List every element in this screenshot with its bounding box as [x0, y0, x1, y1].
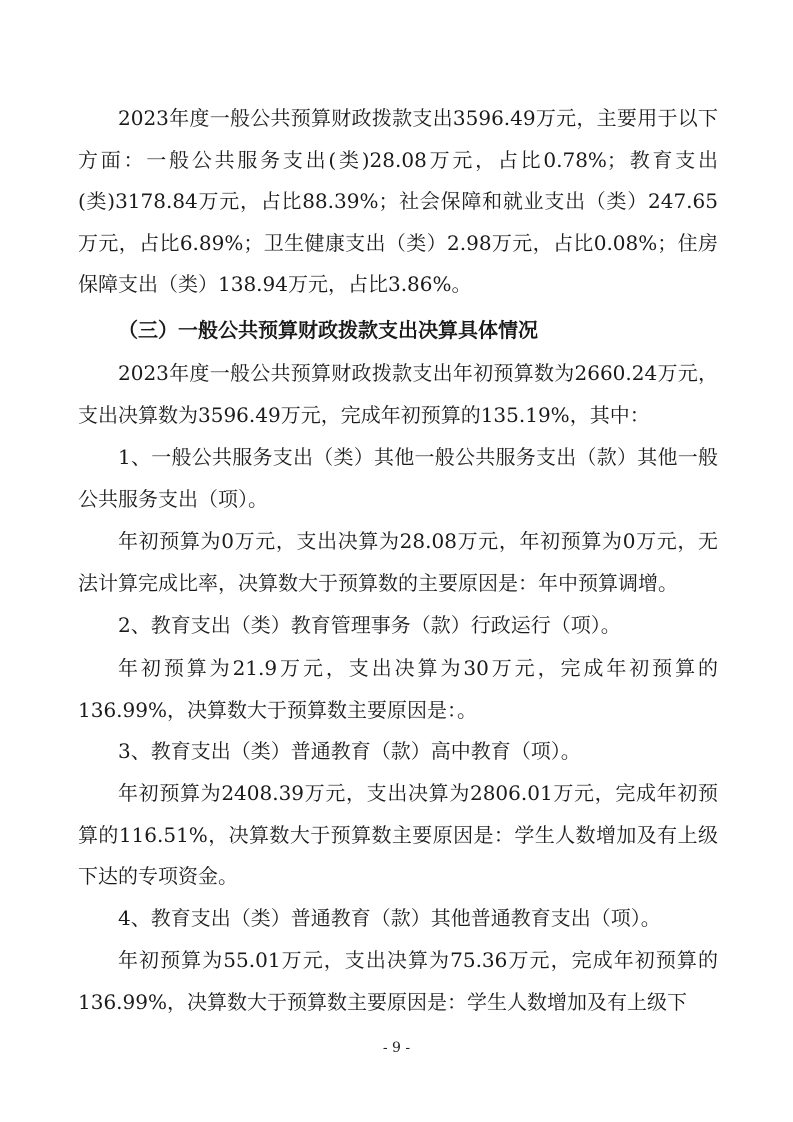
page-number: - 9 - — [382, 1040, 411, 1056]
paragraph-item-1-title: 1、一般公共服务支出（类）其他一般公共服务支出（款）其他一般公共服务支出（项）。 — [78, 445, 718, 511]
paragraph-item-3-detail: 年初预算为2408.39万元，支出决算为2806.01万元，完成年初预算的116.51%，决算数大于预算数主要原因是：学生人数增加及有上级下达的专项资金。 — [78, 781, 718, 888]
paragraph-expenditure-summary: 2023年度一般公共预算财政拨款支出3596.49万元，主要用于以下方面：一般公共服务支出(类)28.08万元，占比0.78%；教育支出(类)3178.84万元，占比88.39%；社会保障和就业支出（类）247.65万元，占比6.89%；卫生健康支出（类）2.98万元，占比0.08%；住房保障支出（类）138.94万元，占比3.86%。 — [78, 106, 718, 296]
paragraph-item-2-detail: 年初预算为21.9万元，支出决算为30万元，完成年初预算的136.99%，决算数大于预算数主要原因是：。 — [78, 656, 718, 722]
paragraph-budget-overview: 2023年度一般公共预算财政拨款支出年初预算数为2660.24万元，支出决算数为3596.49万元，完成年初预算的135.19%，其中： — [78, 361, 718, 427]
paragraph-item-2-title: 2、教育支出（类）教育管理事务（款）行政运行（项）。 — [118, 613, 621, 637]
paragraph-item-4-detail: 年初预算为55.01万元，支出决算为75.36万元，完成年初预算的136.99%，决算数大于预算数主要原因是：学生人数增加及有上级下 — [78, 948, 718, 1014]
paragraph-item-3-title: 3、教育支出（类）普通教育（款）高中教育（项）。 — [118, 739, 581, 763]
paragraph-item-1-detail: 年初预算为0万元，支出决算为28.08万元，年初预算为0万元，无法计算完成比率，决算数大于预算数的主要原因是：年中预算调增。 — [78, 529, 718, 595]
section-heading: （三）一般公共预算财政拨款支出决算具体情况 — [118, 318, 538, 342]
paragraph-item-4-title: 4、教育支出（类）普通教育（款）其他普通教育支出（项）。 — [118, 906, 661, 930]
